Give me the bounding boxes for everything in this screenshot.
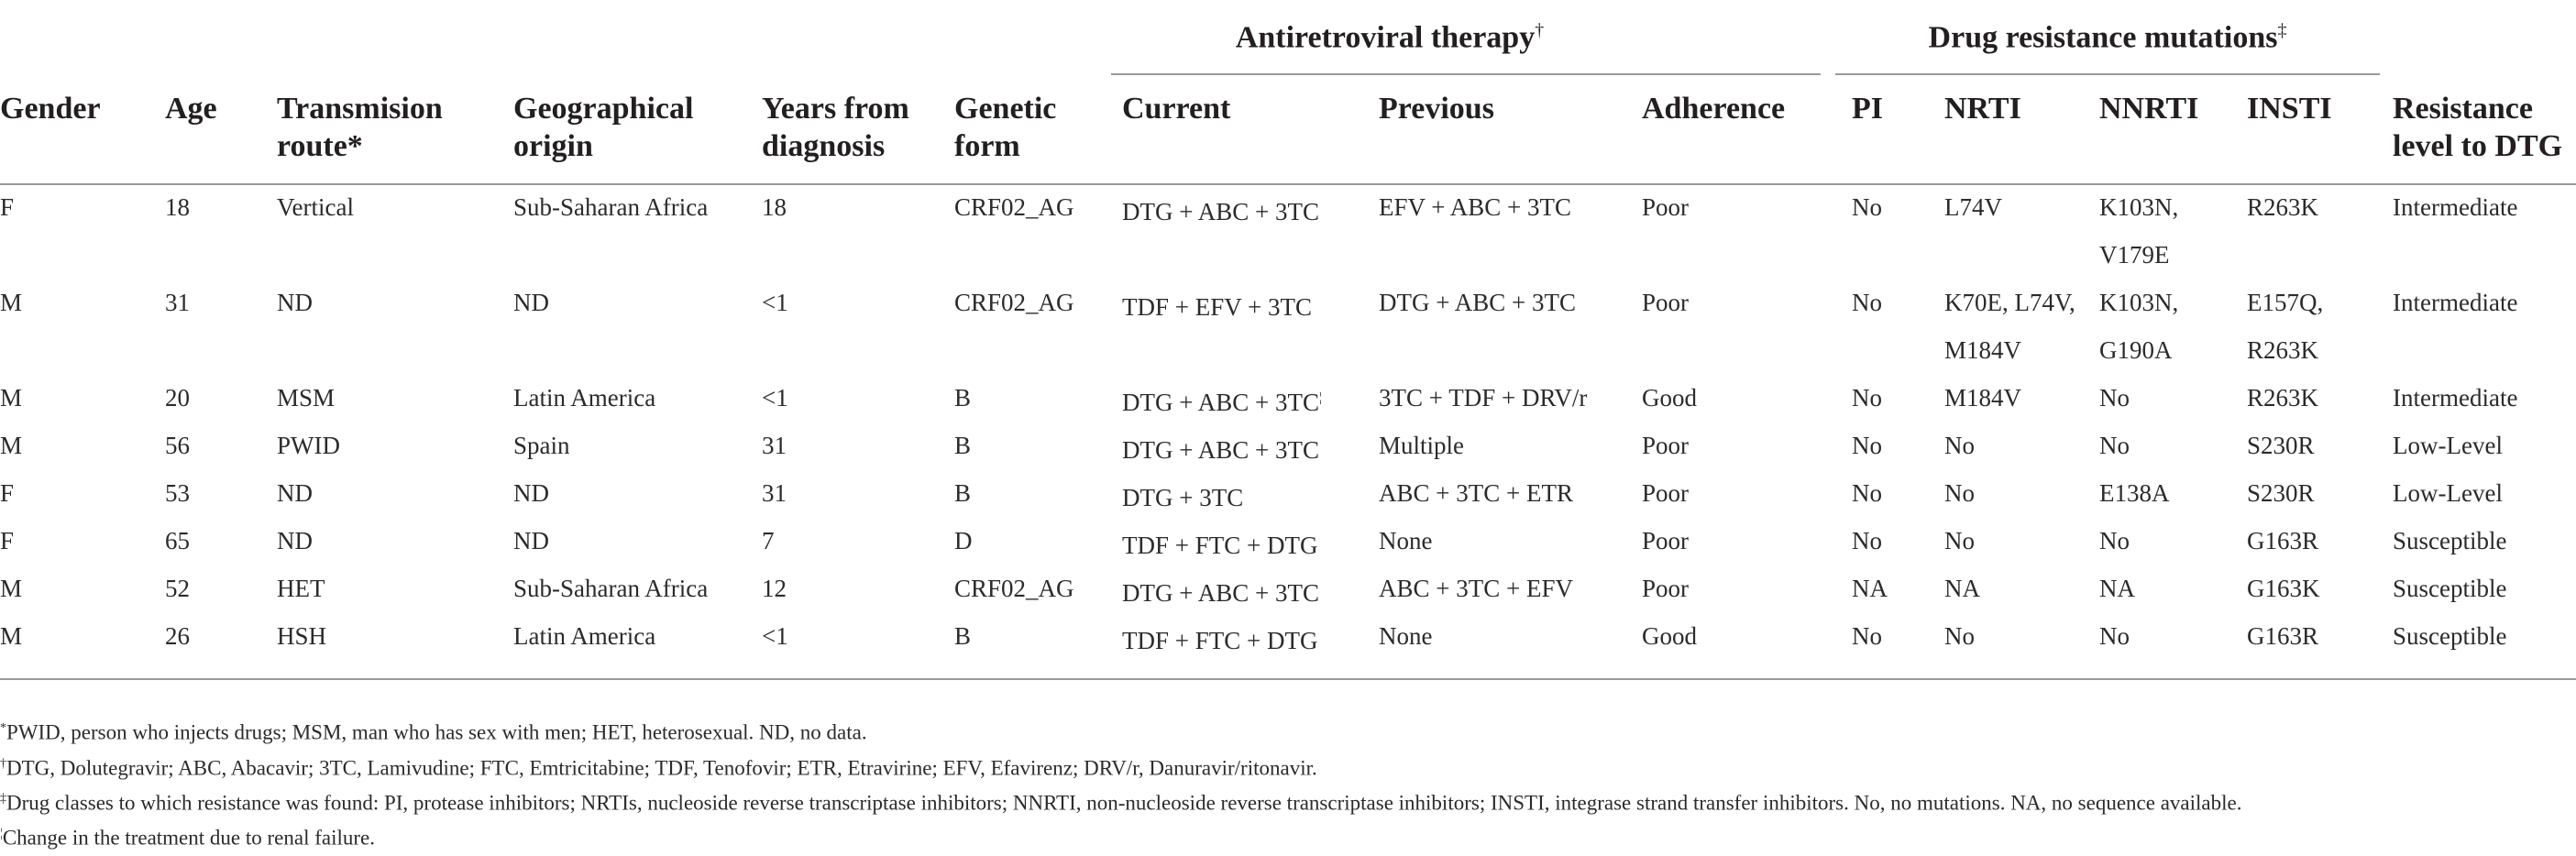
- table-cell-years: <1: [762, 622, 788, 650]
- table-cell-origin: ND: [513, 527, 549, 554]
- table-cell-origin: Latin America: [513, 384, 656, 412]
- table-bottom-rule: [0, 678, 2576, 680]
- footnote-mark: ‡: [0, 792, 6, 806]
- table-cell-previous: DTG + ABC + 3TC: [1379, 289, 1576, 316]
- table-cell-route: ND: [277, 289, 313, 316]
- table-cell-age: 53: [165, 479, 190, 507]
- table-cell-gender: M: [0, 289, 23, 316]
- table-cell-current: DTG + 3TC: [1122, 484, 1244, 511]
- table-cell-origin: ND: [513, 479, 549, 507]
- table-cell-pi: No: [1852, 432, 1882, 459]
- table-cell-adherence: Poor: [1642, 193, 1690, 221]
- table-cell-gender: M: [0, 622, 23, 650]
- table-cell-pi: NA: [1852, 575, 1888, 602]
- column-header-resistance-level: Resistance level to DTG: [2393, 92, 2563, 163]
- table-cell-adherence: Poor: [1642, 575, 1690, 602]
- table-cell-form: B: [954, 622, 972, 650]
- column-header-gender: Gender: [0, 92, 101, 126]
- table-cell-current: TDF + FTC + DTG: [1122, 532, 1318, 559]
- table-cell-pi: No: [1852, 527, 1882, 554]
- table-cell-current: TDF + EFV + 3TC: [1122, 293, 1312, 321]
- table-cell-level: Susceptible: [2393, 527, 2507, 554]
- table-cell-years: <1: [762, 384, 788, 412]
- table-cell-form: B: [954, 432, 972, 459]
- table-cell-nrti: M184V: [1944, 384, 2022, 412]
- table-cell-level: Low-Level: [2393, 432, 2503, 459]
- table-cell-pi: No: [1852, 193, 1882, 221]
- table-cell-route: ND: [277, 479, 313, 507]
- table-cell-previous: None: [1379, 622, 1433, 650]
- table-cell-origin: ND: [513, 289, 549, 316]
- table-cell-insti: E157Q, R263K: [2247, 289, 2324, 364]
- group-label: Drug resistance mutations: [1928, 20, 2278, 55]
- table-cell-gender: M: [0, 384, 23, 412]
- table-cell-origin: Spain: [513, 432, 570, 459]
- footnote-mark: †: [1535, 20, 1545, 40]
- column-header-years-from-diagnosis: Years from diagnosis: [762, 92, 909, 163]
- table-cell-nnrti: K103N, G190A: [2099, 289, 2179, 364]
- group-header-drug-resistance-mutations: [1835, 20, 2380, 55]
- column-header-previous: Previous: [1379, 92, 1494, 126]
- table-cell-adherence: Poor: [1642, 289, 1690, 316]
- table-cell-route: MSM: [277, 384, 336, 412]
- table-cell-nnrti: E138A: [2099, 479, 2170, 507]
- table-cell-nrti: No: [1944, 479, 1975, 507]
- table-cell-nnrti: NA: [2099, 575, 2135, 602]
- table-cell-form: CRF02_AG: [954, 575, 1074, 602]
- table-cell-nnrti: No: [2099, 622, 2130, 650]
- footnote-mark: ¦: [1318, 390, 1322, 405]
- column-header-age: Age: [165, 92, 217, 126]
- table-cell-nnrti: No: [2099, 527, 2130, 554]
- table-cell-current: TDF + FTC + DTG: [1122, 627, 1318, 654]
- table-cell-gender: F: [0, 479, 15, 507]
- table-cell-route: ND: [277, 527, 313, 554]
- table-cell-gender: F: [0, 193, 15, 221]
- table-cell-pi: No: [1852, 384, 1882, 412]
- table-cell-nrti: K70E, L74V, M184V: [1944, 289, 2075, 364]
- table-cell-form: D: [954, 527, 973, 554]
- table-cell-age: 56: [165, 432, 190, 459]
- column-header-nnrti: NNRTI: [2099, 92, 2199, 126]
- table-cell-route: HSH: [277, 622, 327, 650]
- table-cell-years: 12: [762, 575, 787, 602]
- group-label: Antiretroviral therapy: [1235, 20, 1536, 55]
- table-cell-gender: F: [0, 527, 15, 554]
- column-header-geographical-origin: Geographical origin: [513, 92, 694, 163]
- table-cell-years: 31: [762, 479, 787, 507]
- footnote: ‡Drug classes to which resistance was found: PI, protease inhibitors; NRTIs, nucleoside reverse transcriptase inhibitors; NNRTI, non-nucleoside reverse transcriptase inhibitors; INSTI, integrase strand transfer inhibitors. No, no mutations. NA, no sequence available.: [0, 791, 2242, 815]
- table-cell-gender: M: [0, 575, 23, 602]
- table-cell-pi: No: [1852, 289, 1882, 316]
- table-cell-years: <1: [762, 289, 788, 316]
- table-cell-insti: R263K: [2247, 384, 2319, 412]
- table-cell-adherence: Poor: [1642, 432, 1690, 459]
- table-cell-level: Susceptible: [2393, 575, 2507, 602]
- table-cell-origin: Sub-Saharan Africa: [513, 193, 709, 221]
- table-cell-adherence: Poor: [1642, 479, 1690, 507]
- table-cell-insti: S230R: [2247, 432, 2315, 459]
- column-header-pi: PI: [1852, 92, 1883, 126]
- group-header-antiretroviral-therapy: [1111, 20, 1668, 55]
- table-cell-previous: 3TC + TDF + DRV/r: [1379, 384, 1588, 412]
- table-cell-level: Intermediate: [2393, 193, 2518, 221]
- table-cell-nnrti: No: [2099, 384, 2130, 412]
- table-cell-level: Intermediate: [2393, 384, 2518, 412]
- table-cell-insti: R263K: [2247, 193, 2319, 221]
- table-cell-age: 20: [165, 384, 190, 412]
- table-cell-previous: Multiple: [1379, 432, 1464, 459]
- table-cell-previous: ABC + 3TC + ETR: [1379, 479, 1573, 507]
- table-cell-adherence: Good: [1642, 384, 1697, 412]
- footnote: †DTG, Dolutegravir; ABC, Abacavir; 3TC, Lamivudine; FTC, Emtricitabine; TDF, Tenofovir; ETR, Etravirine; EFV, Efavirenz; DRV/r, Danuravir/ritonavir.: [0, 756, 1317, 780]
- table-cell-route: Vertical: [277, 193, 354, 221]
- table-cell-age: 31: [165, 289, 190, 316]
- table-cell-years: 7: [762, 527, 775, 554]
- table-cell-gender: M: [0, 432, 23, 459]
- table-cell-level: Susceptible: [2393, 622, 2507, 650]
- table-cell-insti: G163R: [2247, 527, 2319, 554]
- table-cell-current: DTG + ABC + 3TC: [1122, 579, 1319, 607]
- table-cell-origin: Sub-Saharan Africa: [513, 575, 709, 602]
- table-cell-nrti: No: [1944, 622, 1975, 650]
- table-cell-level: Intermediate: [2393, 289, 2518, 316]
- table-cell-nrti: NA: [1944, 575, 1980, 602]
- table-cell-nrti: L74V: [1944, 193, 2002, 221]
- footnote-mark: *: [0, 721, 6, 735]
- table-cell-form: CRF02_AG: [954, 289, 1074, 316]
- table-cell-route: PWID: [277, 432, 340, 459]
- table-cell-previous: ABC + 3TC + EFV: [1379, 575, 1573, 602]
- column-header-adherence: Adherence: [1642, 92, 1786, 126]
- column-header-insti: INSTI: [2247, 92, 2332, 126]
- table-cell-origin: Latin America: [513, 622, 656, 650]
- table-cell-insti: S230R: [2247, 479, 2315, 507]
- table-cell-insti: G163R: [2247, 622, 2319, 650]
- footnote-mark: ‡: [2277, 20, 2287, 40]
- footnote-mark: †: [0, 757, 6, 771]
- column-header-genetic-form: Genetic form: [954, 92, 1057, 163]
- footnote: *PWID, person who injects drugs; MSM, man who has sex with men; HET, heterosexual. ND, no data.: [0, 720, 867, 744]
- table-cell-age: 52: [165, 575, 190, 602]
- table-cell-level: Low-Level: [2393, 479, 2503, 507]
- column-header-current: Current: [1122, 92, 1231, 126]
- table-cell-current: DTG + ABC + 3TC¦: [1122, 389, 1322, 416]
- column-header-nrti: NRTI: [1944, 92, 2021, 126]
- table-cell-nnrti: K103N, V179E: [2099, 193, 2179, 269]
- table-cell-previous: None: [1379, 527, 1433, 554]
- table-cell-pi: No: [1852, 479, 1882, 507]
- table-cell-form: B: [954, 384, 972, 412]
- group-rule-antiretroviral-therapy: [1111, 73, 1821, 75]
- table-cell-age: 65: [165, 527, 190, 554]
- table-cell-years: 18: [762, 193, 787, 221]
- table-cell-previous: EFV + ABC + 3TC: [1379, 193, 1572, 221]
- column-header-transmission-route: Transmision route*: [277, 92, 443, 163]
- table-cell-age: 18: [165, 193, 190, 221]
- table-cell-adherence: Poor: [1642, 527, 1690, 554]
- table-cell-route: HET: [277, 575, 325, 602]
- group-rule-drug-resistance-mutations: [1835, 73, 2380, 75]
- table-cell-current: DTG + ABC + 3TC: [1122, 436, 1319, 464]
- table-cell-pi: No: [1852, 622, 1882, 650]
- table-cell-years: 31: [762, 432, 787, 459]
- table-cell-form: CRF02_AG: [954, 193, 1074, 221]
- table-cell-adherence: Good: [1642, 622, 1697, 650]
- table-cell-age: 26: [165, 622, 190, 650]
- table-cell-insti: G163K: [2247, 575, 2320, 602]
- table-cell-nrti: No: [1944, 527, 1975, 554]
- footnote-mark: ¦: [0, 827, 3, 840]
- table-cell-form: B: [954, 479, 972, 507]
- table-cell-nrti: No: [1944, 432, 1975, 459]
- table-cell-current: DTG + ABC + 3TC: [1122, 198, 1319, 225]
- table-cell-nnrti: No: [2099, 432, 2130, 459]
- footnote: ¦Change in the treatment due to renal failure.: [0, 826, 375, 850]
